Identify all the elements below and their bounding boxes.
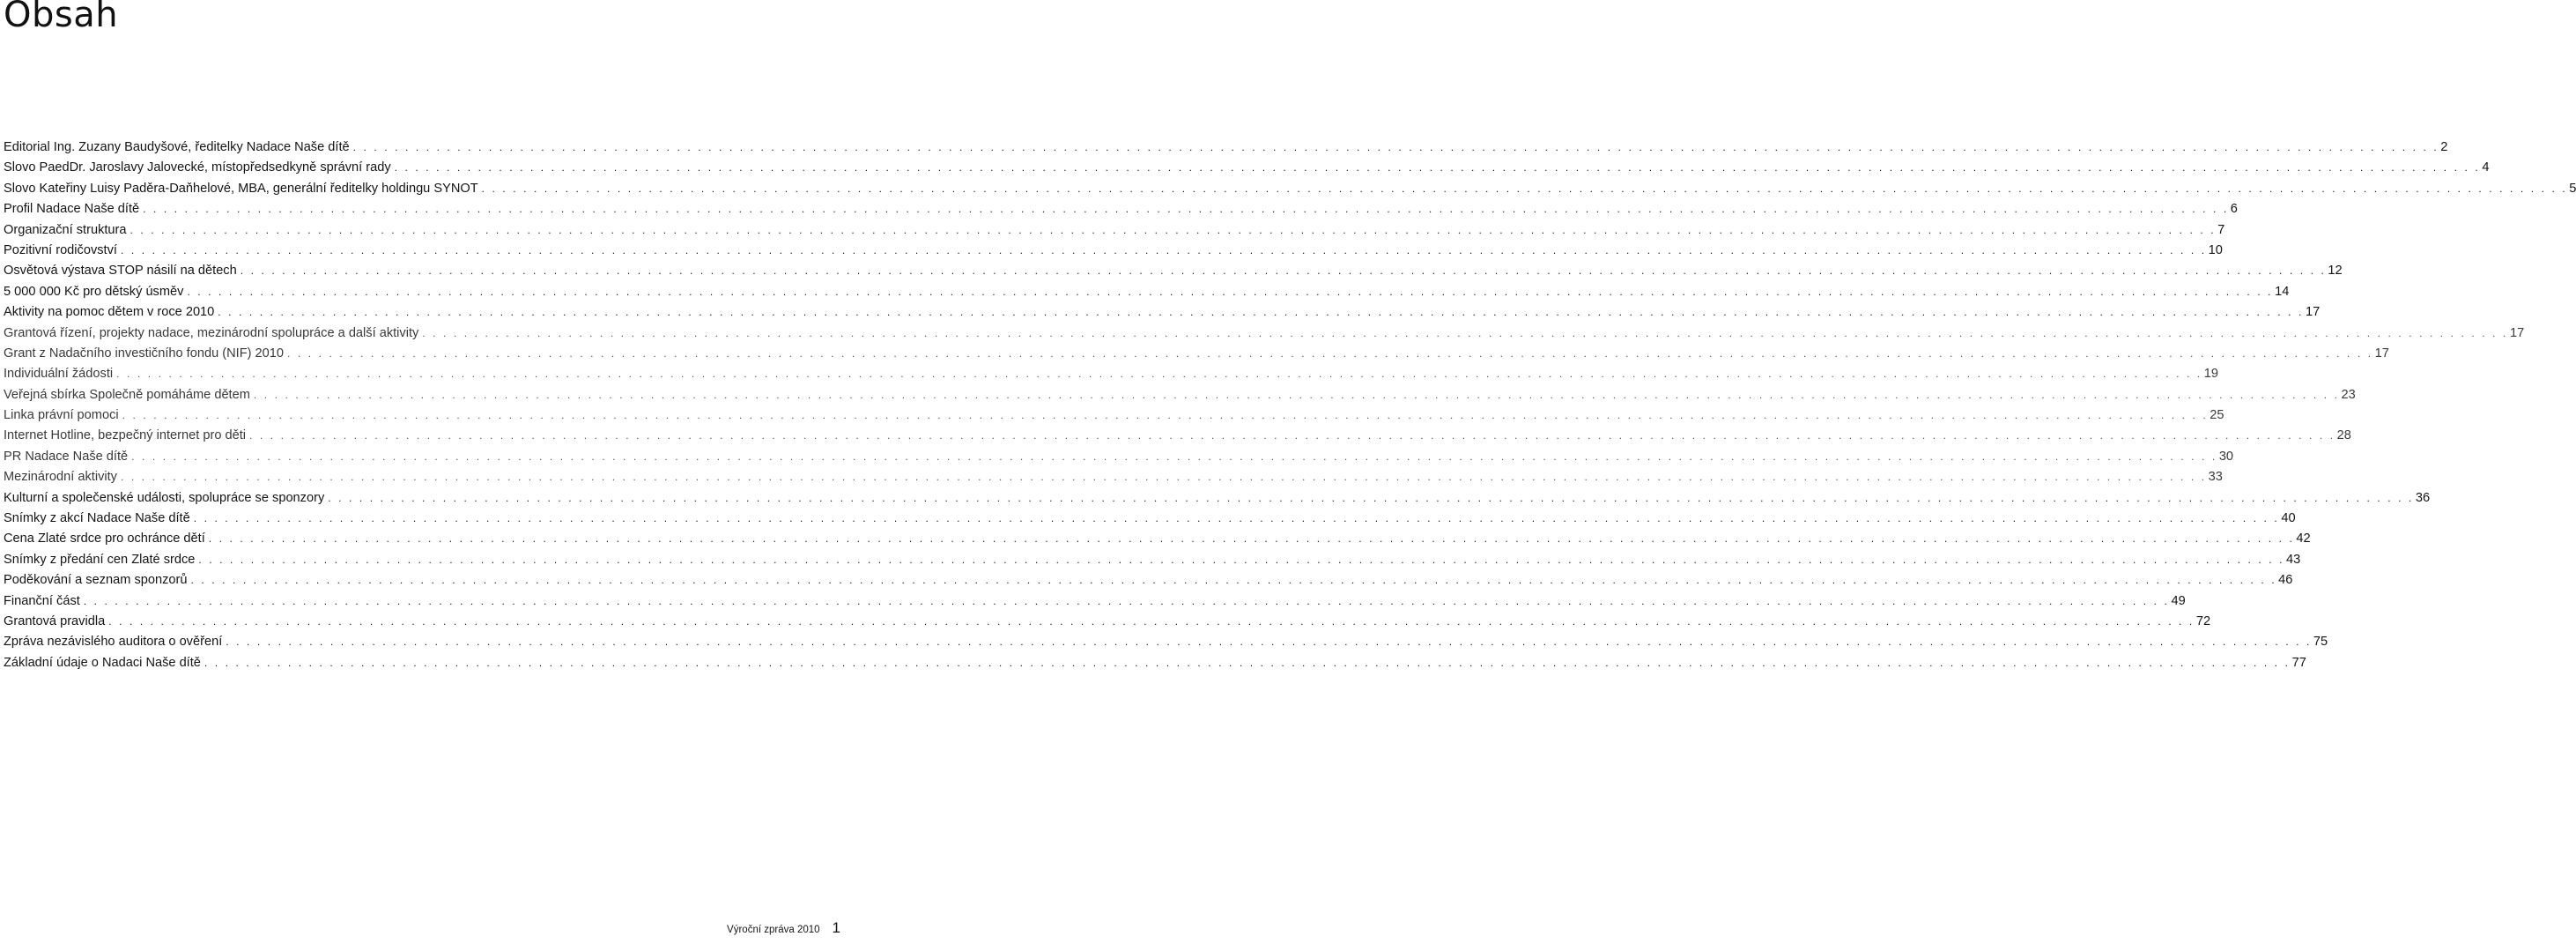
toc-entry-page: 28 bbox=[2336, 428, 2351, 443]
toc-entry-title: Osvětová výstava STOP násilí na dětech bbox=[4, 264, 237, 279]
toc-entry[interactable] bbox=[4, 220, 2225, 241]
toc-entry-title: Snímky z předání cen Zlaté srdce bbox=[4, 552, 196, 567]
dot-leader: . . . . . . . . . . . . . . . . . . . . . . . . . . . . . . . . . . . . . . . . . . . . . . . . . . . . . . . . . . . . . . . . . . . . . . . . . . . . . . . . . . . . . . . . . . . . . . . . . . . . . . . . . . . . . . . . . . . . . . . . . . . . . . . . . . . . . . . . . . . . . . . . . . . . . . . . . . . . . . . . . . . . . . . . . . . . . . . . . . . . . . . . . . . . . . . . . . . . . . . . bbox=[240, 264, 2327, 278]
toc-entry[interactable] bbox=[4, 344, 2389, 364]
toc-entry-page: 14 bbox=[2275, 284, 2290, 299]
toc-entry-title: Internet Hotline, bezpečný internet pro děti bbox=[4, 428, 247, 443]
toc-entry[interactable] bbox=[4, 199, 2238, 219]
toc-entry[interactable] bbox=[4, 632, 2328, 652]
dot-leader: . . . . . . . . . . . . . . . . . . . . . . . . . . . . . . . . . . . . . . . . . . . . . . . . . . . . . . . . . . . . . . . . . . . . . . . . . . . . . . . . . . . . . . . . . . . . . . . . . . . . . . . . . . . . . . . . . . . . . . . . . . . . . . . . . . . . . . . . . . . . . . . . . . . . . . . . . . . . . . . . . . . . . . . . . . . . . . . . . . . . . . . . . . . . . . . . . . . . . . . . bbox=[83, 594, 2170, 607]
toc-entry[interactable] bbox=[4, 405, 2224, 426]
toc-entry[interactable] bbox=[4, 385, 2356, 405]
toc-entry[interactable] bbox=[4, 364, 2219, 384]
toc-entry[interactable] bbox=[4, 529, 2311, 549]
toc-entry-page: 43 bbox=[2286, 552, 2301, 567]
toc-entry-title: 5 000 000 Kč pro dětský úsměv bbox=[4, 284, 184, 299]
dot-leader: . . . . . . . . . . . . . . . . . . . . . . . . . . . . . . . . . . . . . . . . . . . . . . . . . . . . . . . . . . . . . . . . . . . . . . . . . . . . . . . . . . . . . . . . . . . . . . . . . . . . . . . . . . . . . . . . . . . . . . . . . . . . . . . . . . . . . . . . . . . . . . . . . . . . . . . . . . . . . . . . . . . . . . . . . . . . . . . . . . . . . . . . . . . . . . . . . . . . . . . . bbox=[120, 471, 2207, 484]
toc-entry-page: 19 bbox=[2203, 367, 2219, 382]
toc-entry-page: 23 bbox=[2341, 387, 2356, 402]
toc-entry-title: Zpráva nezávislého auditora o ověření bbox=[4, 635, 223, 650]
toc-entry-title: Snímky z akcí Nadace Naše dítě bbox=[4, 511, 190, 526]
toc-entry-title: Linka právní pomoci bbox=[4, 408, 119, 423]
toc-entry[interactable] bbox=[4, 138, 2448, 158]
toc-entry[interactable] bbox=[4, 612, 2211, 632]
toc-entry[interactable] bbox=[4, 591, 2186, 612]
toc-entry-title: Mezinárodní aktivity bbox=[4, 470, 117, 485]
toc-entry-page: 6 bbox=[2230, 202, 2238, 217]
dot-leader: . . . . . . . . . . . . . . . . . . . . . . . . . . . . . . . . . . . . . . . . . . . . . . . . . . . . . . . . . . . . . . . . . . . . . . . . . . . . . . . . . . . . . . . . . . . . . . . . . . . . . . . . . . . . . . . . . . . . . . . . . . . . . . . . . . . . . . . . . . . . . . . . . . . . . . . . . . . . . . . . . . . . . . . . . . . . . . . . . . . . . . . . . . . . . . . . . . . . . . . . bbox=[120, 243, 2207, 256]
dot-leader: . . . . . . . . . . . . . . . . . . . . . . . . . . . . . . . . . . . . . . . . . . . . . . . . . . . . . . . . . . . . . . . . . . . . . . . . . . . . . . . . . . . . . . . . . . . . . . . . . . . . . . . . . . . . . . . . . . . . . . . . . . . . . . . . . . . . . . . . . . . . . . . . . . . . . . . . . . . . . . . . . . . . . . . . . . . . . . . . . . . . . . . . . . . . . . . . . . . . . . . . bbox=[481, 182, 2568, 195]
toc-entry-title: Aktivity na pomoc dětem v roce 2010 bbox=[4, 305, 215, 320]
toc-entry-page: 12 bbox=[2328, 264, 2343, 279]
toc-entry-title: Kulturní a společenské události, spolupráce se sponzory bbox=[4, 490, 325, 505]
page-title: Obsah bbox=[4, 0, 119, 35]
dot-leader: . . . . . . . . . . . . . . . . . . . . . . . . . . . . . . . . . . . . . . . . . . . . . . . . . . . . . . . . . . . . . . . . . . . . . . . . . . . . . . . . . . . . . . . . . . . . . . . . . . . . . . . . . . . . . . . . . . . . . . . . . . . . . . . . . . . . . . . . . . . . . . . . . . . . . . . . . . . . . . . . . . . . . . . . . . . . . . . . . . . . . . . . . . . . . . . . . . . . . . . . bbox=[193, 512, 2280, 525]
toc-entry-title: Slovo Kateřiny Luisy Paděra-Daňhelové, MBA, generální ředitelky holdingu SYNOT bbox=[4, 181, 478, 196]
toc-entry[interactable] bbox=[4, 488, 2431, 509]
table-of-contents bbox=[4, 138, 2576, 673]
toc-entry-page: 2 bbox=[2440, 139, 2448, 154]
dot-leader: . . . . . . . . . . . . . . . . . . . . . . . . . . . . . . . . . . . . . . . . . . . . . . . . . . . . . . . . . . . . . . . . . . . . . . . . . . . . . . . . . . . . . . . . . . . . . . . . . . . . . . . . . . . . . . . . . . . . . . . . . . . . . . . . . . . . . . . . . . . . . . . . . . . . . . . . . . . . . . . . . . . . . . . . . . . . . . . . . . . . . . . . . . . . . . . . . . . . . . . . bbox=[253, 388, 2340, 401]
toc-entry-page: 17 bbox=[2305, 305, 2321, 320]
dot-leader: . . . . . . . . . . . . . . . . . . . . . . . . . . . . . . . . . . . . . . . . . . . . . . . . . . . . . . . . . . . . . . . . . . . . . . . . . . . . . . . . . . . . . . . . . . . . . . . . . . . . . . . . . . . . . . . . . . . . . . . . . . . . . . . . . . . . . . . . . . . . . . . . . . . . . . . . . . . . . . . . . . . . . . . . . . . . . . . . . . . . . . . . . . . . . . . . . . . . . . . . bbox=[116, 368, 2202, 381]
toc-entry-page: 75 bbox=[2313, 635, 2328, 650]
toc-entry-page: 46 bbox=[2278, 573, 2293, 588]
toc-entry[interactable] bbox=[4, 570, 2293, 591]
toc-entry[interactable] bbox=[4, 509, 2296, 529]
toc-entry-title: Finanční část bbox=[4, 593, 80, 608]
dot-leader: . . . . . . . . . . . . . . . . . . . . . . . . . . . . . . . . . . . . . . . . . . . . . . . . . . . . . . . . . . . . . . . . . . . . . . . . . . . . . . . . . . . . . . . . . . . . . . . . . . . . . . . . . . . . . . . . . . . . . . . . . . . . . . . . . . . . . . . . . . . . . . . . . . . . . . . . . . . . . . . . . . . . . . . . . . . . . . . . . . . . . . . . . . . . . . . . . . . . . . . . bbox=[422, 326, 2508, 339]
toc-entry[interactable] bbox=[4, 179, 2576, 199]
dot-leader: . . . . . . . . . . . . . . . . . . . . . . . . . . . . . . . . . . . . . . . . . . . . . . . . . . . . . . . . . . . . . . . . . . . . . . . . . . . . . . . . . . . . . . . . . . . . . . . . . . . . . . . . . . . . . . . . . . . . . . . . . . . . . . . . . . . . . . . . . . . . . . . . . . . . . . . . . . . . . . . . . . . . . . . . . . . . . . . . . . . . . . . . . . . . . . . . . . . . . . . . bbox=[352, 140, 2439, 153]
toc-entry-title: Cena Zlaté srdce pro ochránce dětí bbox=[4, 531, 205, 546]
toc-entry-title: Editorial Ing. Zuzany Baudyšové, ředitelky Nadace Naše dítě bbox=[4, 139, 350, 154]
dot-leader: . . . . . . . . . . . . . . . . . . . . . . . . . . . . . . . . . . . . . . . . . . . . . . . . . . . . . . . . . . . . . . . . . . . . . . . . . . . . . . . . . . . . . . . . . . . . . . . . . . . . . . . . . . . . . . . . . . . . . . . . . . . . . . . . . . . . . . . . . . . . . . . . . . . . . . . . . . . . . . . . . . . . . . . . . . . . . . . . . . . . . . . . . . . . . . . . . . . . . . . . bbox=[204, 656, 2291, 669]
toc-entry-page: 30 bbox=[2218, 449, 2234, 464]
toc-entry-page: 5 bbox=[2569, 181, 2576, 196]
toc-entry-title: Grantová řízení, projekty nadace, mezinárodní spolupráce a další aktivity bbox=[4, 325, 419, 340]
toc-entry-page: 72 bbox=[2195, 613, 2211, 628]
toc-entry-title: Poděkování a seznam sponzorů bbox=[4, 573, 188, 588]
toc-entry-page: 36 bbox=[2415, 490, 2431, 505]
dot-leader: . . . . . . . . . . . . . . . . . . . . . . . . . . . . . . . . . . . . . . . . . . . . . . . . . . . . . . . . . . . . . . . . . . . . . . . . . . . . . . . . . . . . . . . . . . . . . . . . . . . . . . . . . . . . . . . . . . . . . . . . . . . . . . . . . . . . . . . . . . . . . . . . . . . . . . . . . . . . . . . . . . . . . . . . . . . . . . . . . . . . . . . . . . . . . . . . . . . . . . . . bbox=[130, 223, 2217, 236]
toc-entry-title: Grant z Nadačního investičního fondu (NIF) 2010 bbox=[4, 346, 284, 361]
toc-entry[interactable] bbox=[4, 426, 2351, 446]
dot-leader: . . . . . . . . . . . . . . . . . . . . . . . . . . . . . . . . . . . . . . . . . . . . . . . . . . . . . . . . . . . . . . . . . . . . . . . . . . . . . . . . . . . . . . . . . . . . . . . . . . . . . . . . . . . . . . . . . . . . . . . . . . . . . . . . . . . . . . . . . . . . . . . . . . . . . . . . . . . . . . . . . . . . . . . . . . . . . . . . . . . . . . . . . . . . . . . . . . . . . . . . bbox=[198, 553, 2285, 566]
toc-entry[interactable] bbox=[4, 467, 2223, 487]
toc-entry-page: 4 bbox=[2482, 160, 2490, 175]
toc-entry-title: Veřejná sbírka Společně pomáháme dětem bbox=[4, 387, 250, 402]
toc-entry-page: 17 bbox=[2509, 325, 2525, 340]
dot-leader: . . . . . . . . . . . . . . . . . . . . . . . . . . . . . . . . . . . . . . . . . . . . . . . . . . . . . . . . . . . . . . . . . . . . . . . . . . . . . . . . . . . . . . . . . . . . . . . . . . . . . . . . . . . . . . . . . . . . . . . . . . . . . . . . . . . . . . . . . . . . . . . . . . . . . . . . . . . . . . . . . . . . . . . . . . . . . . . . . . . . . . . . . . . . . . . . . . . . . . . . bbox=[208, 532, 2295, 546]
page-footer bbox=[727, 919, 840, 937]
toc-entry-page: 17 bbox=[2374, 346, 2389, 361]
toc-entry[interactable] bbox=[4, 653, 2306, 673]
toc-entry-page: 77 bbox=[2291, 655, 2306, 670]
toc-entry-page: 10 bbox=[2208, 242, 2223, 257]
dot-leader: . . . . . . . . . . . . . . . . . . . . . . . . . . . . . . . . . . . . . . . . . . . . . . . . . . . . . . . . . . . . . . . . . . . . . . . . . . . . . . . . . . . . . . . . . . . . . . . . . . . . . . . . . . . . . . . . . . . . . . . . . . . . . . . . . . . . . . . . . . . . . . . . . . . . . . . . . . . . . . . . . . . . . . . . . . . . . . . . . . . . . . . . . . . . . . . . . . . . . . . . bbox=[190, 574, 2277, 587]
dot-leader: . . . . . . . . . . . . . . . . . . . . . . . . . . . . . . . . . . . . . . . . . . . . . . . . . . . . . . . . . . . . . . . . . . . . . . . . . . . . . . . . . . . . . . . . . . . . . . . . . . . . . . . . . . . . . . . . . . . . . . . . . . . . . . . . . . . . . . . . . . . . . . . . . . . . . . . . . . . . . . . . . . . . . . . . . . . . . . . . . . . . . . . . . . . . . . . . . . . . . . . . bbox=[122, 409, 2209, 422]
dot-leader: . . . . . . . . . . . . . . . . . . . . . . . . . . . . . . . . . . . . . . . . . . . . . . . . . . . . . . . . . . . . . . . . . . . . . . . . . . . . . . . . . . . . . . . . . . . . . . . . . . . . . . . . . . . . . . . . . . . . . . . . . . . . . . . . . . . . . . . . . . . . . . . . . . . . . . . . . . . . . . . . . . . . . . . . . . . . . . . . . . . . . . . . . . . . . . . . . . . . . . . . bbox=[287, 346, 2373, 360]
toc-entry-page: 40 bbox=[2281, 511, 2296, 526]
toc-entry[interactable] bbox=[4, 241, 2223, 261]
toc-entry-title: Grantová pravidla bbox=[4, 613, 106, 628]
dot-leader: . . . . . . . . . . . . . . . . . . . . . . . . . . . . . . . . . . . . . . . . . . . . . . . . . . . . . . . . . . . . . . . . . . . . . . . . . . . . . . . . . . . . . . . . . . . . . . . . . . . . . . . . . . . . . . . . . . . . . . . . . . . . . . . . . . . . . . . . . . . . . . . . . . . . . . . . . . . . . . . . . . . . . . . . . . . . . . . . . . . . . . . . . . . . . . . . . . . . . . . . bbox=[394, 161, 2481, 175]
dot-leader: . . . . . . . . . . . . . . . . . . . . . . . . . . . . . . . . . . . . . . . . . . . . . . . . . . . . . . . . . . . . . . . . . . . . . . . . . . . . . . . . . . . . . . . . . . . . . . . . . . . . . . . . . . . . . . . . . . . . . . . . . . . . . . . . . . . . . . . . . . . . . . . . . . . . . . . . . . . . . . . . . . . . . . . . . . . . . . . . . . . . . . . . . . . . . . . . . . . . . . . . bbox=[249, 429, 2335, 442]
dot-leader: . . . . . . . . . . . . . . . . . . . . . . . . . . . . . . . . . . . . . . . . . . . . . . . . . . . . . . . . . . . . . . . . . . . . . . . . . . . . . . . . . . . . . . . . . . . . . . . . . . . . . . . . . . . . . . . . . . . . . . . . . . . . . . . . . . . . . . . . . . . . . . . . . . . . . . . . . . . . . . . . . . . . . . . . . . . . . . . . . . . . . . . . . . . . . . . . . . . . . . . . bbox=[187, 285, 2274, 298]
toc-entry-title: PR Nadace Naše dítě bbox=[4, 449, 129, 464]
toc-entry[interactable] bbox=[4, 302, 2321, 323]
toc-entry-title: Profil Nadace Naše dítě bbox=[4, 202, 140, 217]
dot-leader: . . . . . . . . . . . . . . . . . . . . . . . . . . . . . . . . . . . . . . . . . . . . . . . . . . . . . . . . . . . . . . . . . . . . . . . . . . . . . . . . . . . . . . . . . . . . . . . . . . . . . . . . . . . . . . . . . . . . . . . . . . . . . . . . . . . . . . . . . . . . . . . . . . . . . . . . . . . . . . . . . . . . . . . . . . . . . . . . . . . . . . . . . . . . . . . . . . . . . . . . bbox=[143, 203, 2229, 216]
toc-entry[interactable] bbox=[4, 550, 2301, 570]
dot-leader: . . . . . . . . . . . . . . . . . . . . . . . . . . . . . . . . . . . . . . . . . . . . . . . . . . . . . . . . . . . . . . . . . . . . . . . . . . . . . . . . . . . . . . . . . . . . . . . . . . . . . . . . . . . . . . . . . . . . . . . . . . . . . . . . . . . . . . . . . . . . . . . . . . . . . . . . . . . . . . . . . . . . . . . . . . . . . . . . . . . . . . . . . . . . . . . . . . . . . . . . bbox=[108, 614, 2195, 628]
toc-entry[interactable] bbox=[4, 323, 2525, 344]
toc-entry[interactable] bbox=[4, 158, 2490, 178]
toc-entry-page: 33 bbox=[2208, 470, 2223, 485]
toc-entry-title: Pozitivní rodičovství bbox=[4, 242, 117, 257]
dot-leader: . . . . . . . . . . . . . . . . . . . . . . . . . . . . . . . . . . . . . . . . . . . . . . . . . . . . . . . . . . . . . . . . . . . . . . . . . . . . . . . . . . . . . . . . . . . . . . . . . . . . . . . . . . . . . . . . . . . . . . . . . . . . . . . . . . . . . . . . . . . . . . . . . . . . . . . . . . . . . . . . . . . . . . . . . . . . . . . . . . . . . . . . . . . . . . . . . . . . . . . . bbox=[131, 450, 2217, 463]
toc-entry-page: 25 bbox=[2210, 408, 2224, 423]
toc-entry-title: Organizační struktura bbox=[4, 222, 127, 237]
toc-entry-page: 7 bbox=[2217, 222, 2225, 237]
toc-entry[interactable] bbox=[4, 261, 2343, 281]
toc-entry[interactable] bbox=[4, 282, 2290, 302]
dot-leader: . . . . . . . . . . . . . . . . . . . . . . . . . . . . . . . . . . . . . . . . . . . . . . . . . . . . . . . . . . . . . . . . . . . . . . . . . . . . . . . . . . . . . . . . . . . . . . . . . . . . . . . . . . . . . . . . . . . . . . . . . . . . . . . . . . . . . . . . . . . . . . . . . . . . . . . . . . . . . . . . . . . . . . . . . . . . . . . . . . . . . . . . . . . . . . . . . . . . . . . . bbox=[328, 491, 2414, 504]
toc-entry-title: Slovo PaedDr. Jaroslavy Jalovecké, místopředsedkyně správní rady bbox=[4, 160, 391, 175]
report-label: Výroční zpráva 2010 bbox=[727, 925, 820, 935]
toc-entry[interactable] bbox=[4, 447, 2234, 467]
toc-entry-title: Základní údaje o Nadaci Naše dítě bbox=[4, 655, 201, 670]
dot-leader: . . . . . . . . . . . . . . . . . . . . . . . . . . . . . . . . . . . . . . . . . . . . . . . . . . . . . . . . . . . . . . . . . . . . . . . . . . . . . . . . . . . . . . . . . . . . . . . . . . . . . . . . . . . . . . . . . . . . . . . . . . . . . . . . . . . . . . . . . . . . . . . . . . . . . . . . . . . . . . . . . . . . . . . . . . . . . . . . . . . . . . . . . . . . . . . . . . . . . . . . bbox=[226, 636, 2312, 649]
toc-entry-page: 42 bbox=[2296, 531, 2311, 546]
page-number: 1 bbox=[832, 919, 840, 936]
toc-entry-page: 49 bbox=[2171, 593, 2186, 608]
dot-leader: . . . . . . . . . . . . . . . . . . . . . . . . . . . . . . . . . . . . . . . . . . . . . . . . . . . . . . . . . . . . . . . . . . . . . . . . . . . . . . . . . . . . . . . . . . . . . . . . . . . . . . . . . . . . . . . . . . . . . . . . . . . . . . . . . . . . . . . . . . . . . . . . . . . . . . . . . . . . . . . . . . . . . . . . . . . . . . . . . . . . . . . . . . . . . . . . . . . . . . . . bbox=[218, 306, 2304, 319]
toc-entry-title: Individuální žádosti bbox=[4, 367, 114, 382]
